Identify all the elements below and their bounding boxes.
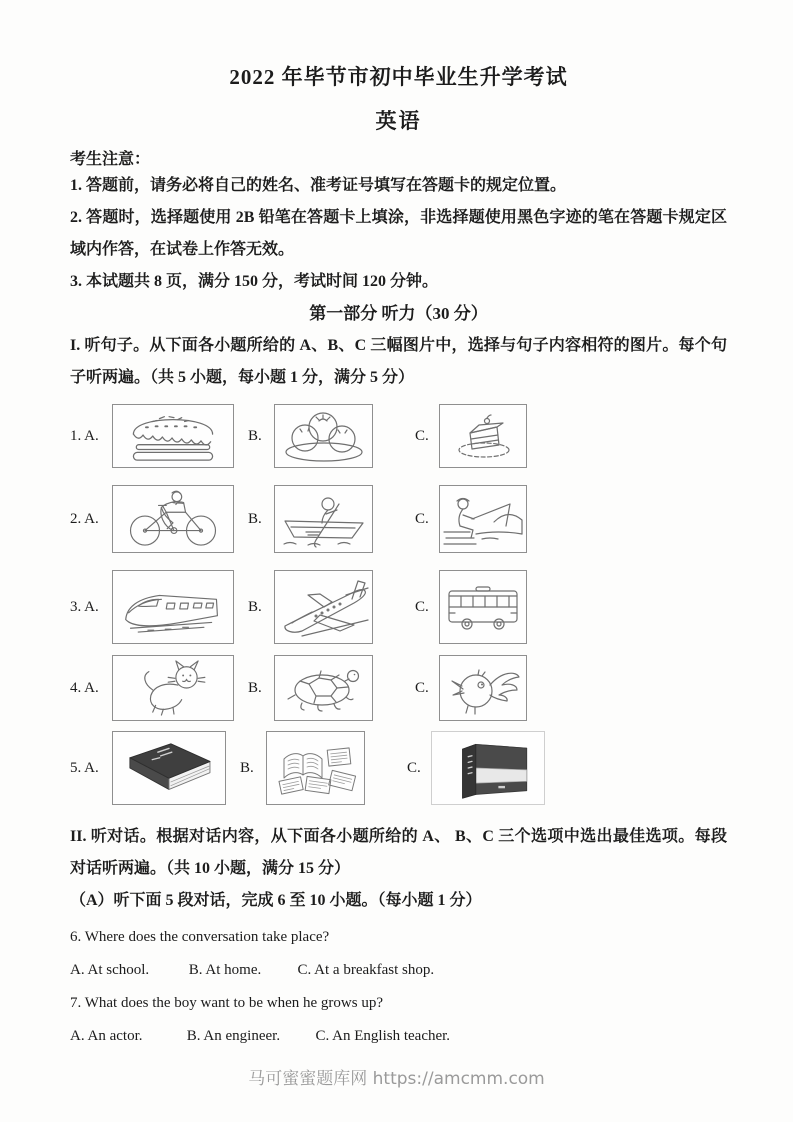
question4-option-b-label: B. bbox=[248, 679, 262, 696]
picture-question-row-4 bbox=[70, 655, 727, 721]
question-6-option-b: B. At home. bbox=[188, 962, 262, 978]
bird-image bbox=[439, 655, 527, 721]
question-6-option-c: C. At a breakfast shop. bbox=[297, 962, 435, 978]
question-7-option-c: C. An English teacher. bbox=[315, 1028, 451, 1044]
picture-question-row-5 bbox=[70, 731, 727, 805]
kitten-image bbox=[112, 655, 234, 721]
notice-item-1: 1. 答题前，请务必将自己的姓名、准考证号填写在答题卡的规定位置。 bbox=[70, 177, 567, 194]
question-7-option-b: B. An engineer. bbox=[186, 1028, 281, 1044]
question5-option-c-label: C. bbox=[407, 759, 421, 776]
picture-question-row-3 bbox=[70, 570, 727, 644]
notice-item-3: 3. 本试题共 8 页，满分 150 分，考试时间 120 分钟。 bbox=[70, 273, 439, 290]
cake-slice-image bbox=[439, 404, 527, 468]
subject-title: 英语 bbox=[375, 109, 422, 133]
question3-option-c-label: C. bbox=[415, 598, 429, 615]
subsection-a-intro: （A）听下面 5 段对话，完成 6 至 10 小题。（每小题 1 分） bbox=[70, 892, 482, 909]
steamed-buns-image bbox=[274, 404, 373, 468]
high-speed-train-image bbox=[112, 570, 234, 644]
watermark-footer: 马可蜜蜜题库网 https://amcmm.com bbox=[248, 1069, 545, 1089]
question4-option-c-label: C. bbox=[415, 679, 429, 696]
question-6-text: 6. Where does the conversation take place? bbox=[70, 929, 330, 945]
dictionary-standing-image bbox=[431, 731, 545, 805]
hamburger-image bbox=[112, 404, 234, 468]
notice-item-2: 2. 答题时，选择题使用 2B 铅笔在答题卡上填涂，非选择题使用黑色字迹的笔在答题卡规定区域内作答，在试卷上作答无效。 bbox=[70, 209, 727, 258]
rowing-boat-image bbox=[274, 485, 373, 553]
fishing-image bbox=[439, 485, 527, 553]
page-title: 2022 年毕节市初中毕业生升学考试 bbox=[229, 65, 568, 89]
question-7-options bbox=[70, 1020, 727, 1053]
question3-option-a-label: 3. A. bbox=[70, 598, 99, 615]
section2-intro: II. 听对话。根据对话内容，从下面各小题所给的 A、 B、C 三个选项中选出最佳选项。每段对话听两遍。（共 10 小题，满分 15 分） bbox=[70, 828, 727, 877]
part1-heading: 第一部分 听力（30 分） bbox=[309, 304, 488, 323]
question1-option-c-label: C. bbox=[415, 427, 429, 444]
question3-option-b-label: B. bbox=[248, 598, 262, 615]
picture-question-row-1 bbox=[70, 404, 727, 468]
turtle-image bbox=[274, 655, 373, 721]
riding-bicycle-image bbox=[112, 485, 234, 553]
question5-option-a-label: 5. A. bbox=[70, 759, 99, 776]
question2-option-b-label: B. bbox=[248, 510, 262, 527]
question-7-option-a: A. An actor. bbox=[70, 1028, 143, 1044]
dictionary-lying-image bbox=[112, 731, 226, 805]
question5-option-b-label: B. bbox=[240, 759, 254, 776]
airplane-image bbox=[274, 570, 373, 644]
section1-intro: I. 听句子。从下面各小题所给的 A、B、C 三幅图片中，选择与句子内容相符的图片。每个句子听两遍。（共 5 小题，每小题 1 分，满分 5 分） bbox=[70, 337, 727, 386]
question2-option-a-label: 2. A. bbox=[70, 510, 99, 527]
newspapers-image bbox=[266, 731, 365, 805]
bus-image bbox=[439, 570, 527, 644]
question-6-options bbox=[70, 954, 727, 987]
question-6-option-a: A. At school. bbox=[70, 962, 150, 978]
question1-option-a-label: 1. A. bbox=[70, 427, 99, 444]
notice-heading: 考生注意： bbox=[70, 151, 151, 168]
picture-question-row-2 bbox=[70, 485, 727, 553]
question2-option-c-label: C. bbox=[415, 510, 429, 527]
question-7-text: 7. What does the boy want to be when he grows up? bbox=[70, 995, 383, 1011]
question4-option-a-label: 4. A. bbox=[70, 679, 99, 696]
question1-option-b-label: B. bbox=[248, 427, 262, 444]
